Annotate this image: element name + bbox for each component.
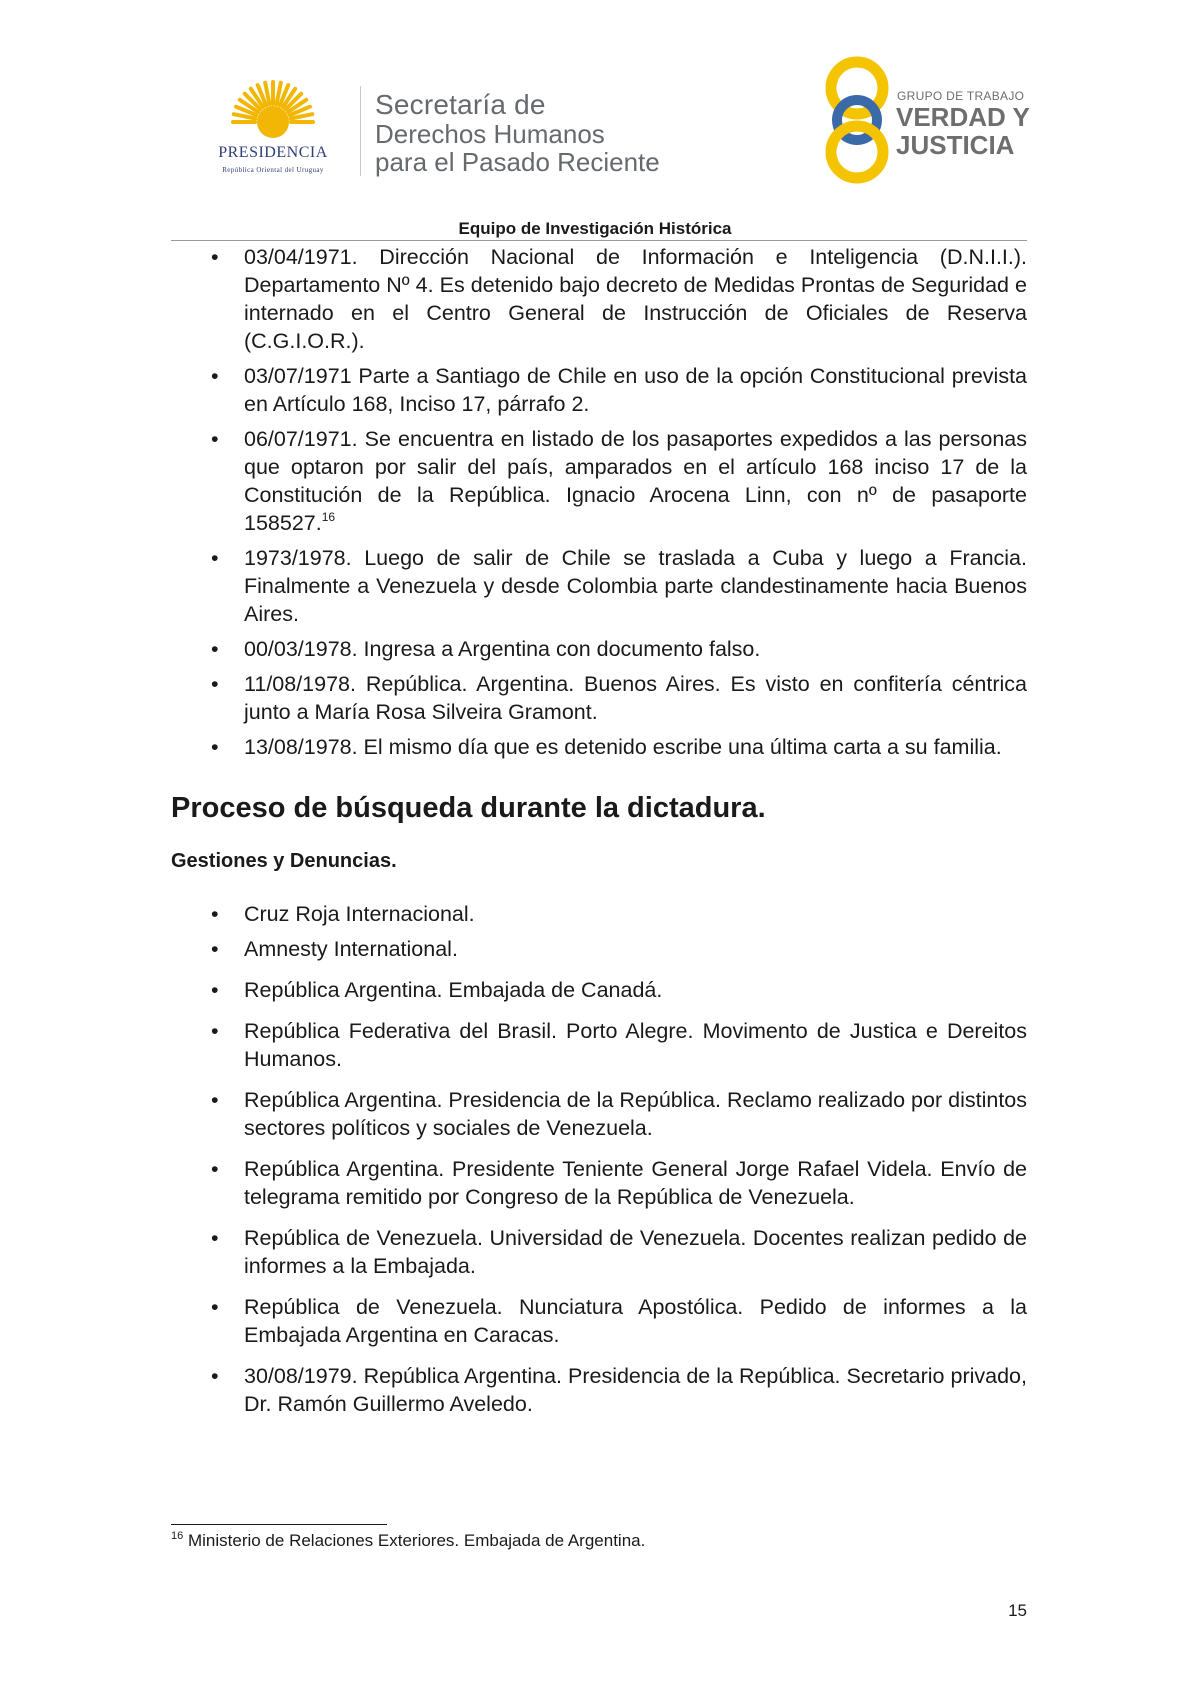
presidencia-name: PRESIDENCIA xyxy=(218,144,328,161)
list-item xyxy=(171,1155,1027,1211)
section-heading: Proceso de búsqueda durante la dictadura. xyxy=(171,792,766,824)
list-item-text: 06/07/1971. Se encuentra en listado de los pasaportes expedidos a las personas que optaron por salir del país, amparados en el artículo 168 inciso 17 de la Constitución de la República. Ignacio Arocena Linn, con nº de pasaporte 158527. xyxy=(244,427,1027,535)
secretaria-line2: Derechos Humanos xyxy=(375,119,605,149)
list-item xyxy=(171,670,1027,726)
list-item-text: República Federativa del Brasil. Porto Alegre. Movimento de Justica e Dereitos Humanos. xyxy=(244,1019,1027,1071)
list-item xyxy=(171,1362,1027,1418)
list-item-text: 1973/1978. Luego de salir de Chile se traslada a Cuba y luego a Francia. Finalmente a Venezuela y desde Colombia parte clandestinamente hacia Buenos Aires. xyxy=(244,546,1027,626)
verdad-justicia-logo xyxy=(820,55,1040,185)
bullet-icon: • xyxy=(211,427,219,451)
grupo-line1: GRUPO DE TRABAJO xyxy=(897,89,1025,103)
list-item xyxy=(171,1086,1027,1142)
bullet-icon: • xyxy=(211,735,219,759)
grupo-line3: JUSTICIA xyxy=(896,130,1015,160)
list-item xyxy=(171,900,1027,928)
list-item-text: 00/03/1978. Ingresa a Argentina con documento falso. xyxy=(244,637,761,661)
bullet-icon: • xyxy=(211,637,219,661)
list-item-text: 11/08/1978. República. Argentina. Buenos Aires. Es visto en confitería céntrica junto a María Rosa Silveira Gramont. xyxy=(244,672,1027,724)
bullet-icon: • xyxy=(211,902,219,926)
bullet-icon: • xyxy=(211,1364,219,1388)
list-item-text: 03/04/1971. Dirección Nacional de Información e Inteligencia (D.N.I.I.). Departamento Nº 4. Es detenido bajo decreto de Medidas Prontas de Seguridad e internado en el Centro General de Instrucción de Oficiales de Reserva (C.G.I.O.R.). xyxy=(244,245,1027,353)
list-item xyxy=(171,544,1027,628)
page-number: 15 xyxy=(1008,1601,1027,1620)
list-item-text: República Argentina. Presidencia de la República. Reclamo realizado por distintos sectores políticos y sociales de Venezuela. xyxy=(244,1088,1027,1140)
list-item-text: República Argentina. Presidente Teniente General Jorge Rafael Videla. Envío de telegrama remitido por Congreso de la República de Venezuela. xyxy=(244,1157,1027,1209)
timeline-list xyxy=(171,243,1027,761)
footnote-rule xyxy=(171,1524,387,1525)
list-item xyxy=(171,976,1027,1004)
list-item xyxy=(171,362,1027,418)
subheading: Gestiones y Denuncias. xyxy=(171,850,397,872)
list-item-text: 30/08/1979. República Argentina. Presidencia de la República. Secretario privado, Dr. Ramón Guillermo Aveledo. xyxy=(244,1364,1027,1416)
page-content xyxy=(171,243,1027,1431)
bullet-icon: • xyxy=(211,1295,219,1319)
footnote-number: 16 xyxy=(171,1530,184,1542)
list-item-text: Amnesty International. xyxy=(244,937,458,961)
bullet-icon: • xyxy=(211,937,219,961)
presidencia-subtitle: República Oriental del Uruguay xyxy=(222,166,324,174)
header-rule xyxy=(171,240,1027,241)
footnote-text: Ministerio de Relaciones Exteriores. Embajada de Argentina. xyxy=(183,1531,646,1550)
presidencia-logo xyxy=(193,80,353,180)
grupo-line2: VERDAD Y xyxy=(896,102,1030,132)
footnote xyxy=(171,1531,645,1551)
bullet-icon: • xyxy=(211,1019,219,1043)
list-item-text: Cruz Roja Internacional. xyxy=(244,902,475,926)
list-item xyxy=(171,1224,1027,1280)
list-item-text: 13/08/1978. El mismo día que es detenido escribe una última carta a su familia. xyxy=(244,735,1002,759)
secretaria-line1: Secretaría de xyxy=(375,89,546,120)
list-item xyxy=(171,733,1027,761)
bullet-icon: • xyxy=(211,546,219,570)
list-item xyxy=(171,1017,1027,1073)
list-item-text: República de Venezuela. Universidad de Venezuela. Docentes realizan pedido de informes a la Embajada. xyxy=(244,1226,1027,1278)
bullet-icon: • xyxy=(211,1226,219,1250)
gestiones-list xyxy=(171,900,1027,1418)
list-item xyxy=(171,1293,1027,1349)
bullet-icon: • xyxy=(211,1088,219,1112)
team-title: Equipo de Investigación Histórica xyxy=(458,219,732,238)
bullet-icon: • xyxy=(211,978,219,1002)
secretaria-logo-text xyxy=(375,90,660,176)
list-item xyxy=(171,635,1027,663)
header-divider xyxy=(360,86,361,176)
list-item-text: República Argentina. Embajada de Canadá. xyxy=(244,978,663,1002)
list-item xyxy=(171,935,1027,963)
list-item-text: República de Venezuela. Nunciatura Apostólica. Pedido de informes a la Embajada Argentina en Caracas. xyxy=(244,1295,1027,1347)
bullet-icon: • xyxy=(211,364,219,388)
bullet-icon: • xyxy=(211,672,219,696)
footnote-reference: 16 xyxy=(321,510,336,524)
list-item-text: 03/07/1971 Parte a Santiago de Chile en uso de la opción Constitucional prevista en Artículo 168, Inciso 17, párrafo 2. xyxy=(244,364,1027,416)
sun-icon xyxy=(193,80,353,144)
bullet-icon: • xyxy=(211,1157,219,1181)
bullet-icon: • xyxy=(211,245,219,269)
list-item xyxy=(171,243,1027,355)
secretaria-line3: para el Pasado Reciente xyxy=(375,147,660,177)
rings-icon xyxy=(820,55,895,185)
list-item xyxy=(171,425,1027,537)
